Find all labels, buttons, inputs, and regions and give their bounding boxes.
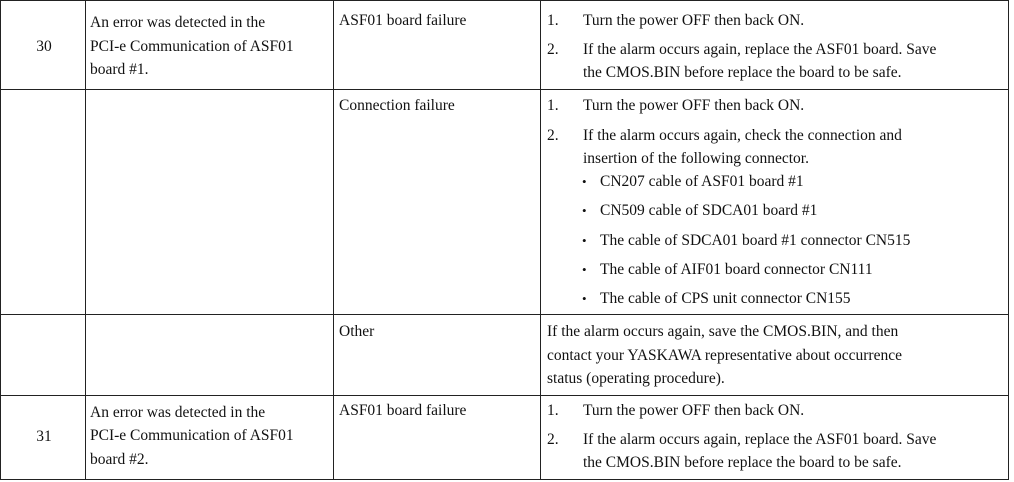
column-divider bbox=[540, 0, 541, 480]
remedy-text: status (operating procedure). bbox=[547, 370, 725, 387]
description-line: board #2. bbox=[90, 451, 149, 468]
remedy-step: If the alarm occurs again, replace the ASF01 board. Save bbox=[583, 431, 937, 448]
step-number: 1. bbox=[547, 402, 559, 419]
cause-text: Connection failure bbox=[339, 97, 455, 114]
table-border-top bbox=[0, 0, 1009, 1]
cause-text: Other bbox=[339, 323, 375, 340]
description-line: board #1. bbox=[90, 61, 149, 78]
description-line: PCI-e Communication of ASF01 bbox=[90, 38, 294, 55]
row-divider bbox=[0, 89, 1009, 90]
step-number: 2. bbox=[547, 41, 559, 58]
remedy-text: If the alarm occurs again, save the CMOS.BIN, and then bbox=[547, 323, 899, 340]
column-divider bbox=[0, 0, 1, 480]
remedy-step: the CMOS.BIN before replace the board to be safe. bbox=[583, 454, 902, 471]
cause-text: ASF01 board failure bbox=[339, 12, 467, 29]
cause-text: ASF01 board failure bbox=[339, 402, 467, 419]
table-border-bottom bbox=[0, 479, 1009, 480]
connector-item: The cable of CPS unit connector CN155 bbox=[600, 290, 851, 307]
remedy-step: Turn the power OFF then back ON. bbox=[583, 402, 805, 419]
alarm-number: 30 bbox=[36, 38, 52, 55]
column-divider bbox=[333, 0, 334, 480]
bullet-icon: • bbox=[582, 233, 587, 248]
description-line: PCI-e Communication of ASF01 bbox=[90, 427, 294, 444]
remedy-step: If the alarm occurs again, replace the ASF01 board. Save bbox=[583, 41, 937, 58]
connector-item: CN509 cable of SDCA01 board #1 bbox=[600, 202, 818, 219]
column-divider bbox=[85, 0, 86, 480]
row-divider bbox=[0, 395, 1009, 396]
connector-item: The cable of SDCA01 board #1 connector CN515 bbox=[600, 232, 911, 249]
remedy-step: Turn the power OFF then back ON. bbox=[583, 12, 805, 29]
alarm-number: 31 bbox=[36, 428, 52, 445]
remedy-step: If the alarm occurs again, check the connection and bbox=[583, 127, 902, 144]
step-number: 2. bbox=[547, 431, 559, 448]
remedy-step: insertion of the following connector. bbox=[583, 150, 809, 167]
remedy-step: the CMOS.BIN before replace the board to be safe. bbox=[583, 64, 902, 81]
bullet-icon: • bbox=[582, 174, 587, 189]
bullet-icon: • bbox=[582, 203, 587, 218]
column-divider bbox=[1008, 0, 1009, 480]
remedy-step: Turn the power OFF then back ON. bbox=[583, 97, 805, 114]
connector-item: The cable of AIF01 board connector CN111 bbox=[600, 261, 873, 278]
bullet-icon: • bbox=[582, 291, 587, 306]
step-number: 1. bbox=[547, 97, 559, 114]
step-number: 1. bbox=[547, 12, 559, 29]
description-line: An error was detected in the bbox=[90, 404, 266, 421]
step-number: 2. bbox=[547, 127, 559, 144]
row-divider bbox=[0, 314, 1009, 315]
remedy-text: contact your YASKAWA representative about occurrence bbox=[547, 347, 902, 364]
description-line: An error was detected in the bbox=[90, 14, 266, 31]
bullet-icon: • bbox=[582, 262, 587, 277]
connector-item: CN207 cable of ASF01 board #1 bbox=[600, 173, 804, 190]
